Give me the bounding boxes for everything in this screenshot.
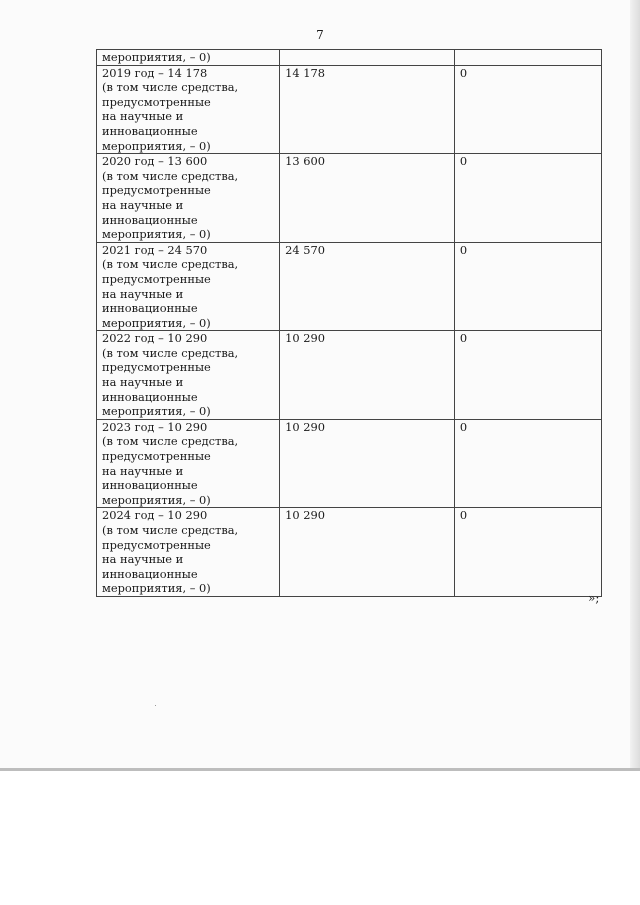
description-line: предусмотренные bbox=[102, 449, 211, 464]
description-line: мероприятия, – 0) bbox=[102, 50, 211, 64]
description-line: на научные и bbox=[102, 109, 184, 124]
description-line: мероприятия, – 0) bbox=[102, 227, 211, 242]
description-line: предусмотренные bbox=[102, 360, 211, 375]
description-line: 2024 год – 10 290 bbox=[102, 508, 208, 523]
amount-cell: 24 570 bbox=[280, 242, 455, 331]
description-line: мероприятия, – 0) bbox=[102, 138, 211, 153]
description-line: инновационные bbox=[102, 212, 198, 227]
description-line: мероприятия, – 0) bbox=[102, 315, 211, 330]
description-line: мероприятия, – 0) bbox=[102, 492, 211, 507]
description-line: инновационные bbox=[102, 478, 198, 493]
description-line: (в том числе средства, bbox=[102, 257, 239, 272]
table-row bbox=[97, 331, 602, 420]
description-line: на научные и bbox=[102, 552, 184, 567]
description-line: инновационные bbox=[102, 389, 198, 404]
description-line: (в том числе средства, bbox=[102, 523, 239, 537]
description-line: на научные и bbox=[102, 463, 184, 478]
description-line: на научные и bbox=[102, 375, 184, 390]
funding-table bbox=[96, 49, 602, 597]
zero-value-cell: 0 bbox=[454, 65, 601, 154]
table-row bbox=[97, 154, 602, 243]
year-description-cell bbox=[97, 419, 280, 508]
table-row bbox=[97, 50, 602, 66]
table-row bbox=[97, 242, 602, 331]
description-line: предусмотренные bbox=[102, 94, 211, 109]
description-line: 2022 год – 10 290 bbox=[102, 331, 208, 346]
description-line: мероприятия, – 0) bbox=[102, 581, 211, 596]
description-line: инновационные bbox=[102, 566, 198, 581]
year-description-cell bbox=[97, 508, 280, 597]
zero-value-cell bbox=[454, 50, 601, 66]
description-line: (в том числе средства, bbox=[102, 80, 239, 95]
amount-cell: 10 290 bbox=[280, 508, 455, 597]
scan-bottom-edge bbox=[0, 768, 640, 771]
description-line: 2023 год – 10 290 bbox=[102, 419, 208, 434]
zero-value-cell: 0 bbox=[454, 154, 601, 243]
year-description-cell bbox=[97, 331, 280, 420]
description-line: инновационные bbox=[102, 301, 198, 316]
description-line: предусмотренные bbox=[102, 183, 211, 198]
zero-value-cell: 0 bbox=[454, 242, 601, 331]
description-line: 2019 год – 14 178 bbox=[102, 65, 208, 80]
zero-value-cell: 0 bbox=[454, 331, 601, 420]
zero-value-cell: 0 bbox=[454, 419, 601, 508]
table-row bbox=[97, 65, 602, 154]
description-line: 2020 год – 13 600 bbox=[102, 154, 208, 169]
table-row bbox=[97, 508, 602, 597]
description-line: 2021 год – 24 570 bbox=[102, 242, 208, 257]
year-description-cell bbox=[97, 50, 280, 66]
description-line: на научные и bbox=[102, 197, 184, 212]
funding-table-body bbox=[97, 50, 602, 597]
year-description-cell bbox=[97, 65, 280, 154]
description-line: мероприятия, – 0) bbox=[102, 404, 211, 419]
description-line: (в том числе средства, bbox=[102, 434, 239, 449]
zero-value-cell: 0 bbox=[454, 508, 601, 597]
page-number: 7 bbox=[316, 28, 324, 42]
year-description-cell bbox=[97, 154, 280, 243]
description-line: на научные и bbox=[102, 286, 184, 301]
description-line: предусмотренные bbox=[102, 537, 211, 552]
description-line: (в том числе средства, bbox=[102, 168, 239, 183]
amount-cell: 13 600 bbox=[280, 154, 455, 243]
amount-cell: 14 178 bbox=[280, 65, 455, 154]
page-shadow-edge bbox=[630, 0, 640, 770]
table-row bbox=[97, 419, 602, 508]
amount-cell: 10 290 bbox=[280, 331, 455, 420]
closing-quote-mark: »; bbox=[588, 591, 600, 605]
description-line: инновационные bbox=[102, 123, 198, 138]
description-line: предусмотренные bbox=[102, 271, 211, 286]
description-line: (в том числе средства, bbox=[102, 345, 239, 360]
amount-cell: 10 290 bbox=[280, 419, 455, 508]
year-description-cell bbox=[97, 242, 280, 331]
amount-cell bbox=[280, 50, 455, 66]
scan-speck bbox=[155, 705, 156, 706]
